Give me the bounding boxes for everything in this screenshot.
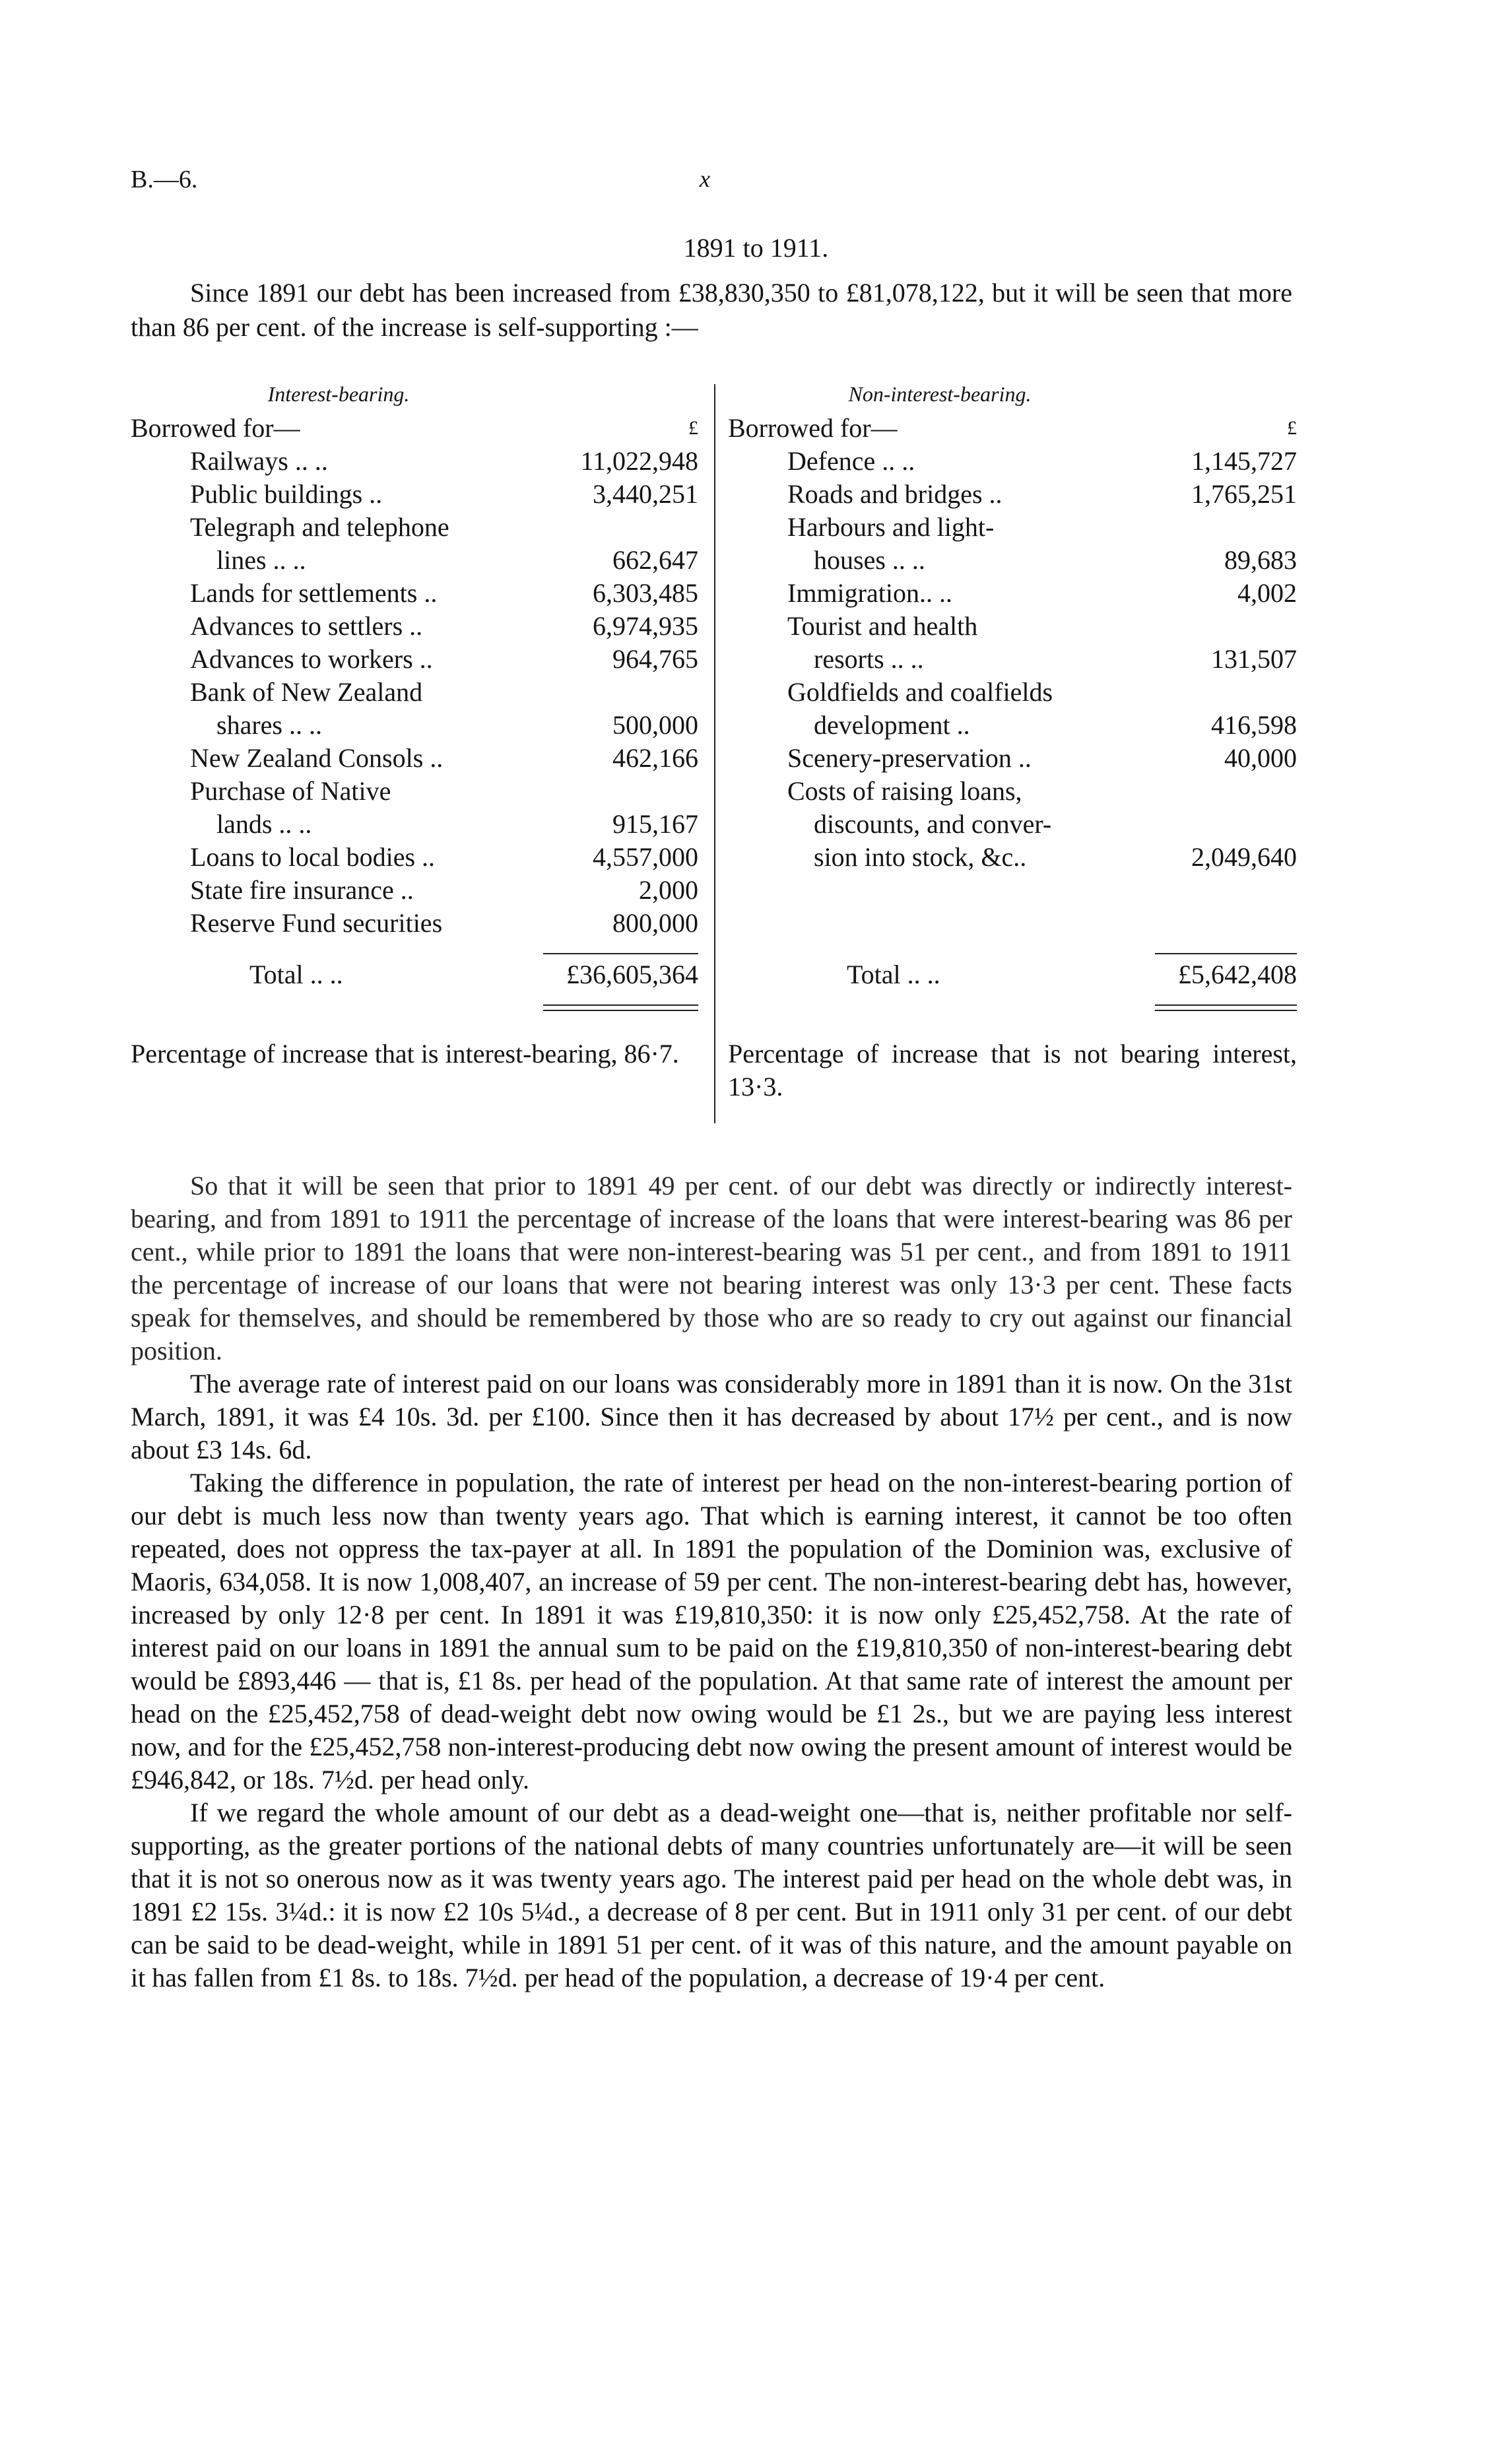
- currency-symbol: £: [1287, 417, 1297, 439]
- row-amount: 4,002: [1237, 578, 1297, 608]
- table-row: [728, 676, 1297, 709]
- row-label: development ..: [814, 710, 970, 740]
- table-row: [131, 775, 698, 808]
- row-amount: 915,167: [612, 809, 698, 839]
- section-title: 1891 to 1911.: [683, 233, 829, 263]
- total-rule: [131, 940, 698, 954]
- row-amount: 40,000: [1224, 743, 1297, 773]
- total-double-rule: [131, 991, 698, 1011]
- row-amount: 2,000: [639, 875, 698, 905]
- row-label: Public buildings ..: [190, 479, 383, 509]
- row-label: Advances to settlers ..: [190, 611, 423, 641]
- table-row: [131, 841, 698, 874]
- table-row: [728, 808, 1297, 841]
- row-label: Purchase of Native: [190, 776, 391, 806]
- row-label: Telegraph and telephone: [190, 512, 449, 542]
- row-label: Tourist and health: [787, 611, 978, 641]
- row-label: Advances to workers ..: [190, 644, 433, 674]
- currency-symbol: £: [688, 417, 698, 439]
- row-label: Railways .. ..: [190, 446, 328, 476]
- row-label: Costs of raising loans,: [787, 776, 1022, 806]
- table-row: [131, 610, 698, 643]
- row-label: Roads and bridges ..: [787, 479, 1003, 509]
- borrowed-for-label: Borrowed for—: [728, 413, 898, 443]
- row-label: resorts .. ..: [814, 644, 924, 674]
- row-amount: 11,022,948: [580, 446, 698, 476]
- total-row: [728, 954, 1297, 991]
- row-label: Defence .. ..: [787, 446, 915, 476]
- borrowed-for-row: [728, 412, 1297, 445]
- row-amount: 1,765,251: [1191, 479, 1297, 509]
- table-row: [728, 478, 1297, 511]
- table-row: [728, 445, 1297, 478]
- row-amount: 4,557,000: [593, 842, 698, 872]
- row-label: Immigration.. ..: [787, 578, 952, 608]
- interest-bearing-heading: Interest-bearing.: [267, 382, 410, 406]
- table-row: [131, 445, 698, 478]
- row-amount: 2,049,640: [1191, 842, 1297, 872]
- non-interest-bearing-percentage: Percentage of increase that is not bearing interest, 13·3.: [728, 1039, 1297, 1101]
- table-row: [728, 544, 1297, 577]
- row-amount: 3,440,251: [593, 479, 698, 509]
- row-amount: 500,000: [612, 710, 698, 740]
- row-label: Scenery-preservation ..: [787, 743, 1032, 773]
- non-interest-bearing-heading: Non-interest-bearing.: [848, 382, 1032, 406]
- paragraph: So that it will be seen that prior to 1891 49 per cent. of our debt was directly or indirectly interest-bearing, and from 1891 to 1911 the percentage of increase of the loans that were interest-bearing was 86 per cent., while prior to 1891 the loans that were non-interest-bearing was 51 per cent., and from 1891 to 1911 the percentage of increase of our loans that were not bearing interest was only 13·3 per cent. These facts speak for themselves, and should be remembered by those who are so ready to cry out against our financial position.: [131, 1171, 1292, 1365]
- borrowed-for-label: Borrowed for—: [131, 413, 300, 443]
- table-row: [131, 907, 698, 940]
- total-row: [131, 954, 698, 991]
- table-row: [131, 643, 698, 676]
- borrowed-for-row: [131, 412, 698, 445]
- total-label: Total .. ..: [249, 960, 343, 989]
- row-label: State fire insurance ..: [190, 875, 414, 905]
- row-amount: 131,507: [1211, 644, 1297, 674]
- total-amount: £5,642,408: [1178, 960, 1297, 989]
- table-row: [728, 643, 1297, 676]
- paragraph: Taking the difference in population, the rate of interest per head on the non-interest-bearing portion of our debt is much less now than twenty years ago. That which is earning interest, it cannot be too often repeated, does not oppress the tax-payer at all. In 1891 the population of the Dominion was, exclusive of Maoris, 634,058. It is now 1,008,407, an increase of 59 per cent. The non-interest-bearing debt has, however, increased by only 12·8 per cent. In 1891 it was £19,810,350: it is now only £25,452,758. At the rate of interest paid on our loans in 1891 the annual sum to be paid on the £19,810,350 of non-interest-bearing debt would be £893,446 — that is, £1 8s. per head of the population. At that same rate of interest the amount per head on the £25,452,758 of dead-weight debt now owing would be £1 2s., but we are paying less interest now, and for the £25,452,758 non-interest-producing debt now owing the present amount of interest would be £946,842, or 18s. 7½d. per head only.: [131, 1468, 1292, 1794]
- spacer-row: [728, 874, 1297, 940]
- total-rule: [728, 940, 1297, 954]
- table-row: [131, 478, 698, 511]
- column-divider: [714, 384, 715, 1123]
- row-amount: 416,598: [1211, 710, 1297, 740]
- row-label: lines .. ..: [216, 545, 306, 575]
- table-row: [728, 775, 1297, 808]
- row-label: discounts, and conver-: [814, 809, 1052, 839]
- table-row: [131, 544, 698, 577]
- table-row: [728, 511, 1297, 544]
- table-row: [131, 808, 698, 841]
- row-amount: 1,145,727: [1191, 446, 1297, 476]
- row-amount: 964,765: [612, 644, 698, 674]
- row-amount: 89,683: [1224, 545, 1297, 575]
- table-row: [728, 841, 1297, 874]
- row-label: New Zealand Consols ..: [190, 743, 444, 773]
- row-label: shares .. ..: [216, 710, 322, 740]
- row-label: lands .. ..: [216, 809, 312, 839]
- table-row: [131, 742, 698, 775]
- body-text: [131, 1169, 1292, 1994]
- table-row: [131, 676, 698, 709]
- page-number: x: [700, 166, 710, 192]
- table-row: [728, 709, 1297, 742]
- row-amount: 662,647: [612, 545, 698, 575]
- table-row: [728, 742, 1297, 775]
- row-label: Goldfields and coalfields: [787, 677, 1053, 707]
- row-label: Loans to local bodies ..: [190, 842, 436, 872]
- row-amount: 6,303,485: [593, 578, 698, 608]
- non-interest-bearing-table: [728, 376, 1297, 1103]
- paragraph: If we regard the whole amount of our debt as a dead-weight one—that is, neither profitable nor self-supporting, as the greater portions of the national debts of many countries unfortunately are—it will be seen that it is not so onerous now as it was twenty years ago. The interest paid per head on the whole debt was, in 1891 £2 15s. 3¼d.: it is now £2 10s 5¼d., a decrease of 8 per cent. But in 1911 only 31 per cent. of our debt can be said to be dead-weight, while in 1891 51 per cent. of it was of this nature, and the amount payable on it has fallen from £1 8s. to 18s. 7½d. per head of the population, a decrease of 19·4 per cent.: [131, 1798, 1292, 1992]
- row-label: Lands for settlements ..: [190, 578, 438, 608]
- row-amount: 800,000: [612, 908, 698, 938]
- row-amount: 6,974,935: [593, 611, 698, 641]
- table-row: [728, 610, 1297, 643]
- row-label: Harbours and light-: [787, 512, 995, 542]
- total-double-rule: [728, 991, 1297, 1011]
- page-reference: B.—6.: [131, 166, 198, 193]
- intro-paragraph: Since 1891 our debt has been increased from £38,830,350 to £81,078,122, but it will be seen that more than 86 per cent. of the increase is self-supporting :—: [131, 278, 1292, 342]
- table-row: [131, 709, 698, 742]
- row-amount: 462,166: [612, 743, 698, 773]
- table-row: [728, 577, 1297, 610]
- row-label: Bank of New Zealand: [190, 677, 423, 707]
- total-label: Total .. ..: [847, 960, 940, 989]
- table-row: [131, 874, 698, 907]
- row-label: houses .. ..: [814, 545, 925, 575]
- table-row: [131, 577, 698, 610]
- total-amount: £36,605,364: [566, 960, 698, 989]
- row-label: sion into stock, &c..: [814, 842, 1027, 872]
- paragraph: The average rate of interest paid on our loans was considerably more in 1891 than it is now. On the 31st March, 1891, it was £4 10s. 3d. per £100. Since then it has decreased by about 17½ per cent., and is now about £3 14s. 6d.: [131, 1369, 1292, 1464]
- interest-bearing-percentage: Percentage of increase that is interest-bearing, 86·7.: [131, 1039, 679, 1068]
- interest-bearing-table: [131, 376, 698, 1070]
- table-row: [131, 511, 698, 544]
- row-label: Reserve Fund securities: [190, 908, 443, 938]
